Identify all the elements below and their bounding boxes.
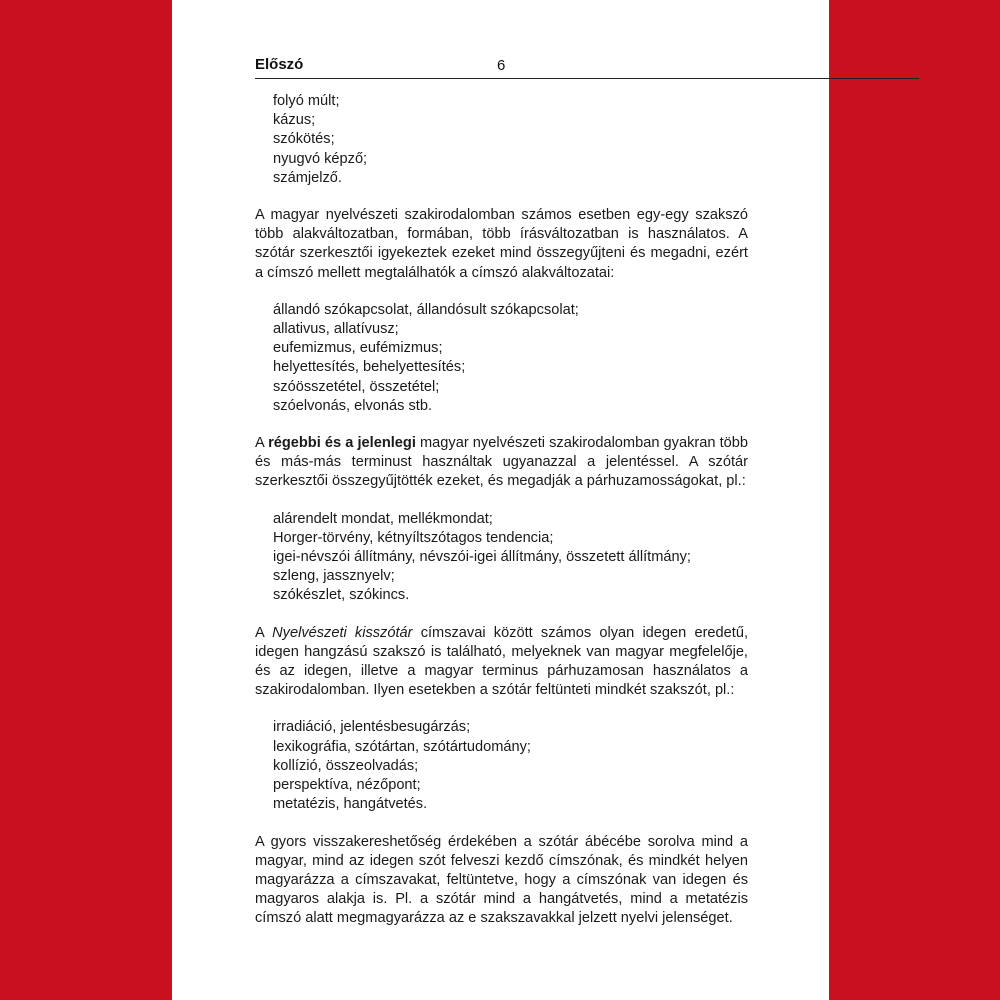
page-header [255,56,919,79]
list-item: folyó múlt; [273,93,340,109]
list-item: állandó szókapcsolat, állandósult szókapcsolat; [273,301,579,318]
list-item: metatézis, hangátvetés. [273,796,428,813]
list-item: Horger-törvény, kétnyíltszótagos tendencia; [273,529,554,546]
list-item: szókészlet, szókincs. [273,587,410,604]
list-item: kollízió, összeolvadás; [273,757,419,774]
list-item: helyettesítés, behelyettesítés; [273,359,466,376]
section-title: Előszó [255,56,304,73]
paragraph-3-prefix: A [255,624,273,641]
paragraph-2-bold: régebbi és a jelenlegi [268,435,416,452]
list-item: alárendelt mondat, mellékmondat; [273,510,493,527]
list-item: nyugvó képző; [273,150,368,167]
list-item: szleng, jassznyelv; [273,568,395,585]
paragraph-3-italic: Nyelvészeti kisszótár [272,624,413,641]
paragraph-2-rest: magyar nyelvészeti szakirodalomban gyakran több és más-más terminust használtak ugyanazzal a jelentéssel. A szótár szerkesztői összegyűjtötték ezeket, és megadják a párhuzamosságokat, pl.: [255,435,749,490]
paragraph-1: A magyar nyelvészeti szakirodalomban számos esetben egy-egy szakszó több alakváltozatban, formában, több írásváltozatban is használatos. A szótár szerkesztői igyekeztek ezeket mind összegyűjteni és megadni, ezért a címszó mellett megtalálhatók a címszó alakváltozatai: [255,207,748,281]
list-item: eufemizmus, eufémizmus; [273,340,443,357]
page-body [255,92,748,947]
list-item: irradiáció, jelentésbesugárzás; [273,719,471,736]
term-list-3 [273,510,748,606]
paragraph-2 [255,434,748,492]
paragraph-3-rest: címszavai között számos olyan idegen eredetű, idegen hangzású szakszó is található, melyeknek van magyar megfelelője, és az idegen, illetve a magyar terminus párhuzamosan használatos a szakirodalomban. Ilyen esetekben a szótár feltünteti mindkét szakszót, pl.: [255,624,749,699]
book-page [172,0,829,1000]
term-list-2 [273,301,748,416]
term-list-4 [273,718,748,814]
list-item: szókötés; [273,131,335,148]
list-item: lexikográfia, szótártan, szótártudomány; [273,738,531,755]
list-item: számjelző. [273,169,342,186]
list-item: szóösszetétel, összetétel; [273,378,440,395]
list-item: szóelvonás, elvonás stb. [273,397,432,414]
paragraph-3 [255,624,748,701]
list-item: perspektíva, nézőpont; [273,777,421,794]
list-item: igei-névszói állítmány, névszói-igei állítmány, összetett állítmány; [273,549,691,566]
list-item: allativus, allatívusz; [273,321,399,338]
paragraph-2-prefix: A [255,435,269,452]
term-list-1 [273,92,748,188]
page-number: 6 [497,57,506,74]
paragraph-4: A gyors visszakereshetőség érdekében a szótár ábécébe sorolva mind a magyar, mind az idegen szót felveszi kezdő címszónak, és mindkét helyen magyarázza a címszavakat, feltüntetve, hogy a címszónak van idegen és magyaros alakja is. Pl. a szótár mind a hangátvetés, mind a metatézis címszó alatt megmagyarázza az e szakszavakkal jelzett nyelvi jelenséget. [255,833,748,927]
list-item: kázus; [273,112,316,129]
